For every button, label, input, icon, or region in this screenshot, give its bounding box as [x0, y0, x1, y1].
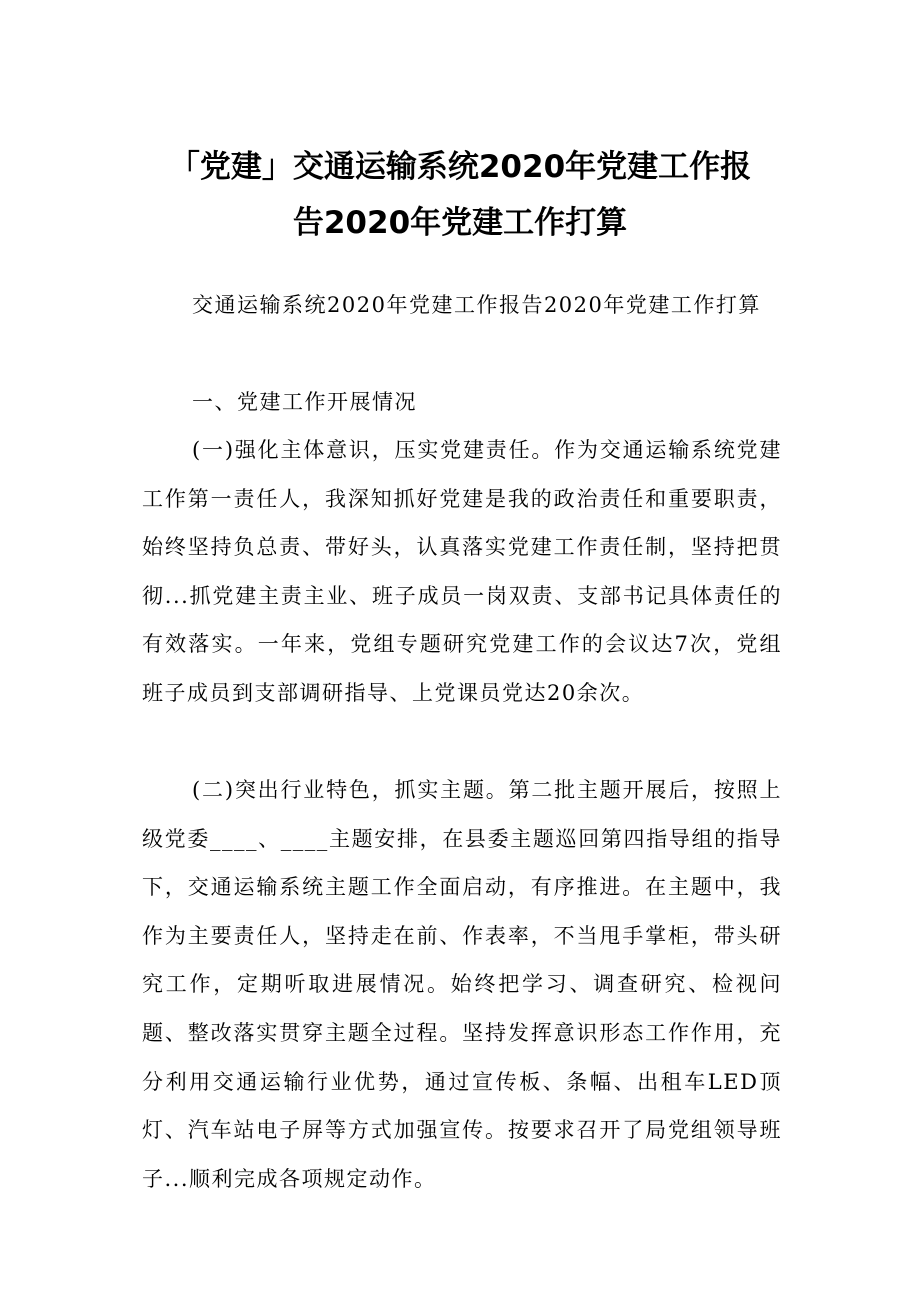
section-heading: 一、党建工作开展情况: [192, 390, 417, 414]
document-title-line-2: 告2020年党建工作打算: [292, 205, 628, 241]
body-paragraph-2: (二)突出行业特色，抓实主题。第二批主题开展后，按照上级党委____、____主题安排，在县委主题巡回第四指导组的指导下，交通运输系统主题工作全面启动，有序推进。在主题中，我作为主要责任人，坚持走在前、作表率，不当甩手掌柜，带头研究工作，定期听取进展情况。始终把学习、调查研究、检视问题、整改落实贯穿主题全过程。坚持发挥意识形态工作作用，充分利用交通运输行业优势，通过宣传板、条幅、出租车LED顶灯、汽车站电子屏等方式加强宣传。按要求召开了局党组领导班子...顺利完成各项规定动作。: [142, 778, 782, 1191]
body-paragraph-1: (一)强化主体意识，压实党建责任。作为交通运输系统党建工作第一责任人，我深知抓好党建是我的政治责任和重要职责，始终坚持负总责、带好头，认真落实党建工作责任制，坚持把贯彻...抓党建主责主业、班子成员一岗双责、支部书记具体责任的有效落实。一年来，党组专题研究党建工作的会议达7次，党组班子成员到支部调研指导、上党课员党达20余次。: [142, 438, 782, 705]
intro-paragraph: 交通运输系统2020年党建工作报告2020年党建工作打算: [192, 293, 761, 317]
document-title-line-1: 「党建」交通运输系统2020年党建工作报: [168, 149, 752, 185]
